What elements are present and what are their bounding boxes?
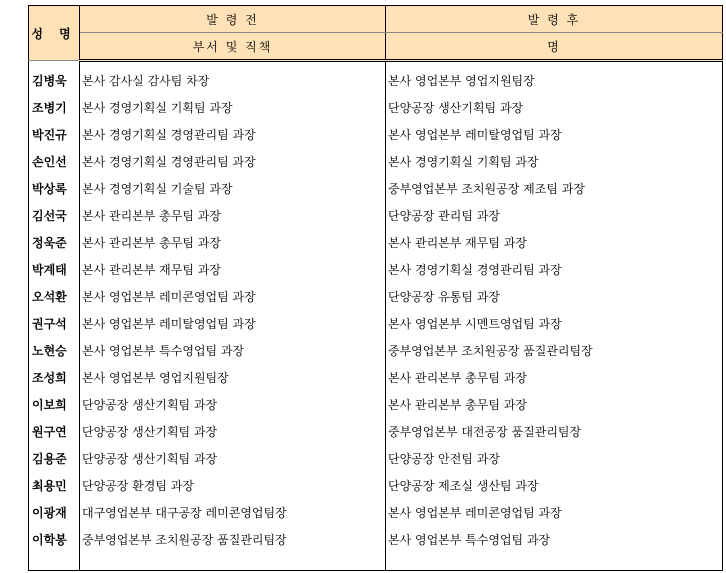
after-cell: 단양공장 유통팀 과장 xyxy=(386,283,723,310)
table-row xyxy=(29,445,723,472)
table-row xyxy=(29,94,723,121)
name-cell: 손인선 xyxy=(29,148,80,175)
before-cell: 본사 영업본부 레미탈영업팀 과장 xyxy=(80,310,386,337)
table-row xyxy=(29,121,723,148)
after-sub-header: 명 xyxy=(386,33,723,61)
name-cell: 이광재 xyxy=(29,499,80,526)
after-cell: 본사 관리본부 총무팀 과장 xyxy=(386,391,723,418)
before-cell: 본사 관리본부 총무팀 과장 xyxy=(80,202,386,229)
after-cell: 단양공장 관리팀 과장 xyxy=(386,202,723,229)
before-cell: 본사 관리본부 총무팀 과장 xyxy=(80,229,386,256)
after-cell: 본사 관리본부 재무팀 과장 xyxy=(386,229,723,256)
department-position-header: 부서 및 직책 xyxy=(80,33,386,61)
name-cell: 오석환 xyxy=(29,283,80,310)
name-column-header: 성 명 xyxy=(29,6,80,61)
table-row xyxy=(29,175,723,202)
before-cell: 본사 관리본부 재무팀 과장 xyxy=(80,256,386,283)
after-cell: 중부영업본부 조치원공장 품질관리팀장 xyxy=(386,337,723,364)
after-cell: 본사 경영기획실 경영관리팀 과장 xyxy=(386,256,723,283)
after-cell: 단양공장 생산기획팀 과장 xyxy=(386,94,723,121)
table-row xyxy=(29,337,723,364)
table-row xyxy=(29,526,723,553)
personnel-table-container xyxy=(28,5,722,571)
name-cell: 노현승 xyxy=(29,337,80,364)
after-appointment-header: 발 령 후 xyxy=(386,6,723,33)
name-cell: 김선국 xyxy=(29,202,80,229)
table-row xyxy=(29,472,723,499)
name-cell: 최용민 xyxy=(29,472,80,499)
before-cell: 본사 경영기획실 기술팀 과장 xyxy=(80,175,386,202)
table-row xyxy=(29,499,723,526)
name-cell: 김병욱 xyxy=(29,67,80,94)
after-cell: 중부영업본부 조치원공장 제조팀 과장 xyxy=(386,175,723,202)
table-row xyxy=(29,202,723,229)
after-cell: 단양공장 제조실 생산팀 과장 xyxy=(386,472,723,499)
after-cell: 본사 영업본부 특수영업팀 과장 xyxy=(386,526,723,553)
before-cell: 단양공장 생산기획팀 과장 xyxy=(80,418,386,445)
before-cell: 본사 영업본부 영업지원팀장 xyxy=(80,364,386,391)
after-cell: 본사 경영기획실 기획팀 과장 xyxy=(386,148,723,175)
after-cell: 본사 영업본부 영업지원팀장 xyxy=(386,67,723,94)
name-cell: 조성희 xyxy=(29,364,80,391)
name-cell: 이학봉 xyxy=(29,526,80,553)
table-row xyxy=(29,229,723,256)
before-cell: 중부영업본부 조치원공장 품질관리팀장 xyxy=(80,526,386,553)
before-appointment-header: 발 령 전 xyxy=(80,6,386,33)
before-cell: 본사 경영기획실 경영관리팀 과장 xyxy=(80,148,386,175)
table-row xyxy=(29,256,723,283)
name-cell: 이보희 xyxy=(29,391,80,418)
name-cell: 박계태 xyxy=(29,256,80,283)
before-cell: 단양공장 생산기획팀 과장 xyxy=(80,391,386,418)
after-cell: 본사 관리본부 총무팀 과장 xyxy=(386,364,723,391)
table-row xyxy=(29,364,723,391)
table-bottom-padding xyxy=(29,553,723,571)
after-cell: 중부영업본부 대전공장 품질관리팀장 xyxy=(386,418,723,445)
before-cell: 대구영업본부 대구공장 레미콘영업팀장 xyxy=(80,499,386,526)
before-cell: 본사 영업본부 레미콘영업팀 과장 xyxy=(80,283,386,310)
name-cell: 정욱준 xyxy=(29,229,80,256)
before-cell: 본사 감사실 감사팀 차장 xyxy=(80,67,386,94)
name-cell: 박진규 xyxy=(29,121,80,148)
after-cell: 본사 영업본부 레미탈영업팀 과장 xyxy=(386,121,723,148)
name-cell: 박상록 xyxy=(29,175,80,202)
before-cell: 단양공장 환경팀 과장 xyxy=(80,472,386,499)
table-row xyxy=(29,148,723,175)
table-row xyxy=(29,418,723,445)
before-cell: 단양공장 생산기획팀 과장 xyxy=(80,445,386,472)
before-cell: 본사 경영기획실 경영관리팀 과장 xyxy=(80,121,386,148)
name-cell: 김용준 xyxy=(29,445,80,472)
personnel-appointment-table xyxy=(28,5,723,571)
after-cell: 본사 영업본부 레미콘영업팀 과장 xyxy=(386,499,723,526)
table-row xyxy=(29,310,723,337)
name-cell: 원구연 xyxy=(29,418,80,445)
name-cell: 조병기 xyxy=(29,94,80,121)
after-cell: 단양공장 안전팀 과장 xyxy=(386,445,723,472)
name-cell: 권구석 xyxy=(29,310,80,337)
after-cell: 본사 영업본부 시멘트영업팀 과장 xyxy=(386,310,723,337)
table-row xyxy=(29,283,723,310)
before-cell: 본사 영업본부 특수영업팀 과장 xyxy=(80,337,386,364)
table-row xyxy=(29,67,723,94)
before-cell: 본사 경영기획실 기획팀 과장 xyxy=(80,94,386,121)
table-row xyxy=(29,391,723,418)
